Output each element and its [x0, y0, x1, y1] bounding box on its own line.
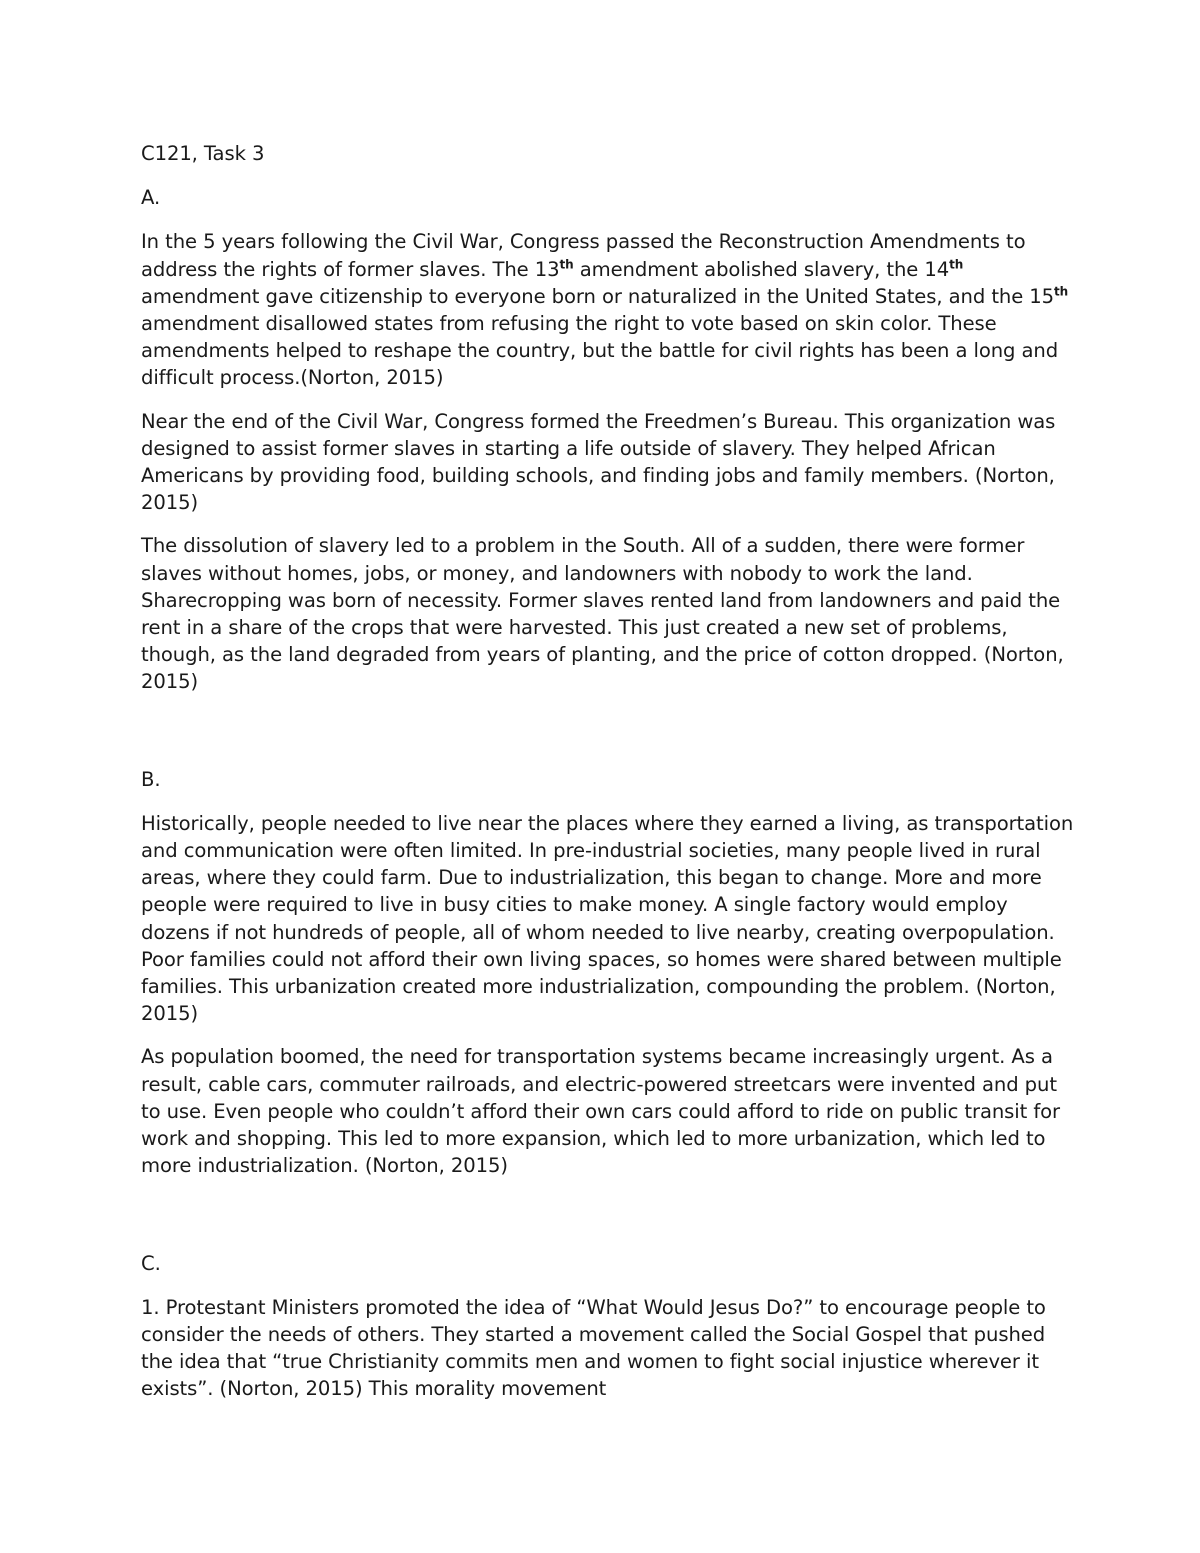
- section-b-paragraph-1: Historically, people needed to live near the places where they earned a living, as transportation and communication were often limited. In pre-industrial societies, many people lived in rural areas, where they could farm. Due to industrialization, this began to change. More and more people were required to live in busy cities to make money. A single factory would employ dozens if not hundreds of people, all of whom needed to live nearby, creating overpopulation. Poor families could not afford their own living spaces, so homes were shared between multiple families. This urbanization created more industrialization, compounding the problem. (Norton, 2015): [141, 811, 1074, 1026]
- section-a-heading: A.: [141, 186, 161, 210]
- superscript: th: [559, 257, 574, 272]
- text-run: amendment gave citizenship to everyone born or naturalized in the United States, and the 15: [141, 284, 1055, 308]
- section-c-heading: C.: [141, 1251, 161, 1275]
- section-spacer: [141, 1180, 1081, 1250]
- section-b-paragraph-2: As population boomed, the need for transportation systems became increasingly urgent. As a result, cable cars, commuter railroads, and electric-powered streetcars were invented and put to use. Even people who couldn’t afford their own cars could afford to ride on public transit for work and shopping. This led to more expansion, which led to more urbanization, which led to more industrialization. (Norton, 2015): [141, 1045, 1060, 1178]
- section-spacer: [141, 696, 1081, 766]
- section-a-paragraph-3: The dissolution of slavery led to a problem in the South. All of a sudden, there were former slaves without homes, jobs, or money, and landowners with nobody to work the land. Sharecropping was born of necessity. Former slaves rented land from landowners and paid the rent in a share of the crops that were harvested. This just created a new set of problems, though, as the land degraded from years of planting, and the price of cotton dropped. (Norton, 2015): [141, 534, 1064, 694]
- section-b-heading: B.: [141, 767, 161, 791]
- document-body: [141, 140, 1081, 1403]
- document-title: C121, Task 3: [141, 142, 265, 165]
- section-a-paragraph-2: Near the end of the Civil War, Congress formed the Freedmen’s Bureau. This organization was designed to assist former slaves in starting a life outside of slavery. They helped African Americans by providing food, building schools, and finding jobs and family members. (Norton, 2015): [141, 409, 1056, 515]
- section-c-paragraph-1: 1. Protestant Ministers promoted the idea of “What Would Jesus Do?” to encourage people to consider the needs of others. They started a movement called the Social Gospel that pushed the idea that “true Christianity commits men and women to fight social injustice wherever it exists”. (Norton, 2015) This morality movement: [141, 1295, 1046, 1401]
- text-run: In the 5 years following the Civil War, Congress passed the Reconstruction Amendments to address the rights of former slaves. The 13: [141, 230, 1026, 281]
- section-a-paragraph-1: [141, 228, 1081, 391]
- text-run: amendment abolished slavery, the 14: [573, 257, 950, 281]
- superscript: th: [1054, 284, 1069, 299]
- text-run: amendment disallowed states from refusing the right to vote based on skin color. These amendments helped to reshape the country, but the battle for civil rights has been a long and difficult process.(Norton, 2015): [141, 312, 1059, 390]
- superscript: th: [949, 257, 964, 272]
